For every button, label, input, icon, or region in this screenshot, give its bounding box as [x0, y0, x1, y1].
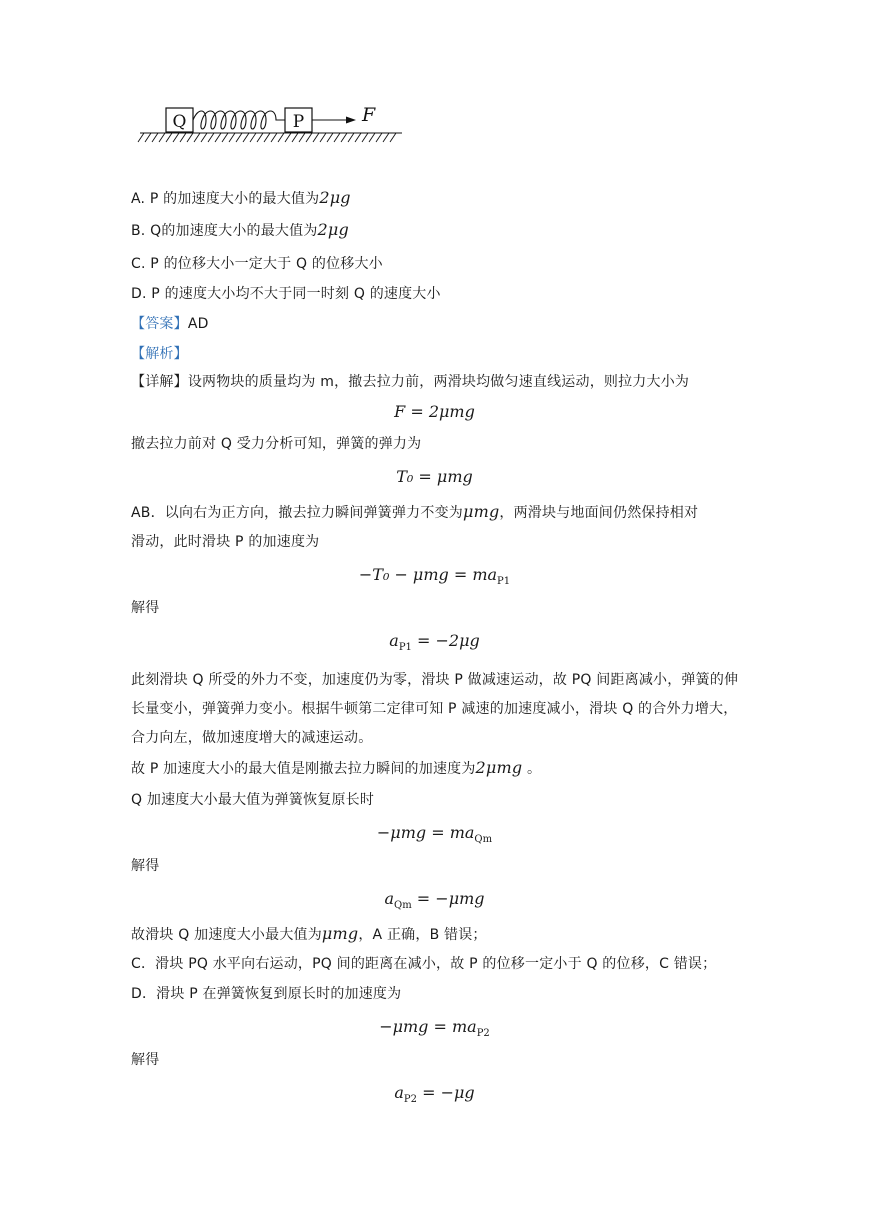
equation-8: [0, 1082, 869, 1111]
equation-6-a: a: [384, 889, 395, 908]
ground-hatch: [138, 133, 396, 142]
equation-5: [0, 822, 869, 851]
equation-6-sub: Qm: [394, 900, 412, 912]
detail-formula-6: 2μmg: [475, 758, 523, 777]
analysis-label: 【解析】: [131, 346, 188, 362]
option-c: C. P 的位移大小一定大于 Q 的位移大小: [131, 256, 383, 272]
option-b-formula: 2μg: [317, 220, 349, 239]
hatch-mark: [222, 133, 228, 142]
answer-value: AD: [187, 316, 209, 332]
option-b-text: B. Q的加速度大小的最大值为: [131, 223, 318, 239]
equation-5-main: −μmg = ma: [376, 823, 475, 842]
equation-1: F = 2μmg: [394, 402, 475, 421]
hatch-mark: [376, 133, 382, 142]
hatch-mark: [362, 133, 368, 142]
hatch-mark: [180, 133, 186, 142]
hatch-mark: [313, 133, 319, 142]
spring-blocks-figure: [136, 104, 416, 150]
detail-paragraph-1: 此刻滑块 Q 所受的外力不变，加速度仍为零，滑块 P 做减速运动，故 PQ 间距离减小，弹簧的伸长量变小，弹簧弹力变小。根据牛顿第二定律可知 P 减速的加速度减小，滑块 Q 的合外力增大，合力向左，做加速度增大的减速运动。: [131, 672, 739, 746]
detail-line-9: [131, 924, 487, 945]
equation-7-sub: P2: [476, 1028, 490, 1040]
detail-line-3: [131, 502, 698, 523]
detail-text-6b: 。: [522, 761, 542, 777]
equation-8-b: = −μg: [417, 1083, 475, 1102]
equation-7-main: −μmg = ma: [379, 1017, 477, 1036]
option-a: [131, 188, 351, 209]
hatch-mark: [299, 133, 305, 142]
detail-line-2: 撤去拉力前对 Q 受力分析可知，弹簧的弹力为: [131, 436, 422, 452]
hatch-mark: [355, 133, 361, 142]
answer-label: 【答案】: [131, 316, 188, 332]
hatch-mark: [215, 133, 221, 142]
option-b: [131, 220, 349, 241]
detail-text-1: 设两物块的质量均为 m，撤去拉力前，两滑块均做匀速直线运动，则拉力大小为: [187, 374, 690, 390]
equation-3: [0, 564, 869, 593]
force-label: F: [362, 104, 376, 126]
hatch-mark: [208, 133, 214, 142]
detail-line-12: 解得: [131, 1052, 160, 1068]
hatch-mark: [306, 133, 312, 142]
equation-6: [0, 888, 869, 917]
hatch-mark: [229, 133, 235, 142]
option-d: D. P 的速度大小均不大于同一时刻 Q 的速度大小: [131, 286, 441, 302]
block-p-label: P: [292, 112, 305, 132]
hatch-mark: [152, 133, 158, 142]
hatch-mark: [138, 133, 144, 142]
equation-4-sub: P1: [398, 642, 412, 654]
block-q-label: Q: [172, 112, 187, 132]
hatch-mark: [194, 133, 200, 142]
hatch-mark: [383, 133, 389, 142]
detail-line-11: D．滑块 P 在弹簧恢复到原长时的加速度为: [131, 986, 402, 1002]
hatch-mark: [257, 133, 263, 142]
hatch-mark: [278, 133, 284, 142]
detail-line-6: [131, 758, 541, 779]
hatch-mark: [243, 133, 249, 142]
equation-8-sub: P2: [403, 1094, 417, 1106]
hatch-mark: [166, 133, 172, 142]
equation-8-a: a: [394, 1083, 404, 1102]
detail-text-9a: 故滑块 Q 加速度大小最大值为: [131, 927, 322, 943]
equation-5-sub: Qm: [474, 834, 493, 846]
spring: [193, 111, 285, 129]
force-arrow-head: [346, 117, 356, 124]
option-a-text: A. P 的加速度大小的最大值为: [131, 191, 320, 207]
hatch-mark: [201, 133, 207, 142]
detail-line-5: 解得: [131, 600, 160, 616]
hatch-mark: [369, 133, 375, 142]
hatch-mark: [159, 133, 165, 142]
hatch-mark: [334, 133, 340, 142]
equation-6-b: = −μmg: [411, 889, 485, 908]
hatch-mark: [341, 133, 347, 142]
hatch-mark: [271, 133, 277, 142]
hatch-mark: [173, 133, 179, 142]
detail-line-1: [131, 372, 689, 392]
hatch-mark: [292, 133, 298, 142]
option-a-formula: 2μg: [319, 188, 351, 207]
detail-line-7: Q 加速度大小最大值为弹簧恢复原长时: [131, 792, 375, 808]
detail-line-4: 滑动，此时滑块 P 的加速度为: [131, 534, 320, 550]
equation-4: [0, 630, 869, 659]
detail-line-10: C．滑块 PQ 水平向右运动，PQ 间的距离在减小，故 P 的位移一定小于 Q 的位移，C 错误；: [131, 956, 717, 972]
equation-7: [0, 1016, 869, 1045]
detail-line-8: 解得: [131, 858, 160, 874]
equation-4-b: = −2μg: [411, 631, 480, 650]
detail-formula-3: μmg: [462, 502, 500, 521]
equation-3-main: −T₀ − μmg = ma: [358, 565, 498, 584]
hatch-mark: [187, 133, 193, 142]
hatch-mark: [320, 133, 326, 142]
hatch-mark: [236, 133, 242, 142]
equation-4-a: a: [389, 631, 399, 650]
detail-formula-9: μmg: [321, 924, 359, 943]
equation-3-sub: P1: [497, 576, 511, 588]
hatch-mark: [348, 133, 354, 142]
hatch-mark: [145, 133, 151, 142]
detail-text-3b: ，两滑块与地面间仍然保持相对: [499, 505, 699, 521]
hatch-mark: [327, 133, 333, 142]
hatch-mark: [250, 133, 256, 142]
detail-text-6a: 故 P 加速度大小的最大值是刚撤去拉力瞬间的加速度为: [131, 761, 476, 777]
hatch-mark: [264, 133, 270, 142]
answer-line: [131, 314, 209, 334]
hatch-mark: [390, 133, 396, 142]
detail-text-3a: AB．以向右为正方向，撤去拉力瞬间弹簧弹力不变为: [131, 505, 463, 521]
hatch-mark: [285, 133, 291, 142]
equation-2: T₀ = μmg: [396, 467, 473, 486]
detail-label: 【详解】: [131, 374, 188, 390]
detail-text-9b: ，A 正确，B 错误；: [358, 927, 487, 943]
